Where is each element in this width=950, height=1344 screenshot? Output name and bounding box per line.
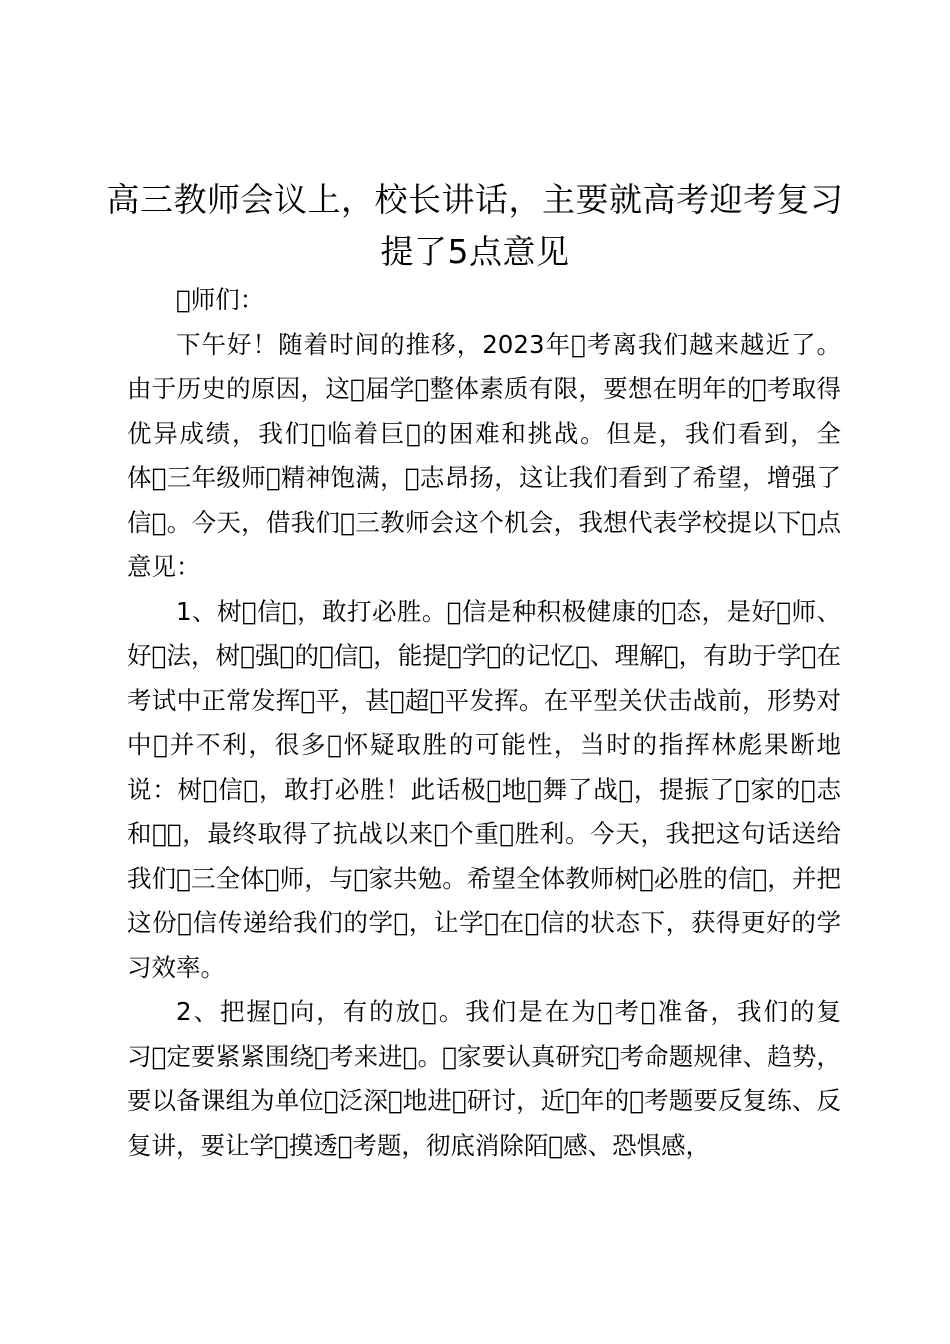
document-body [127, 278, 841, 1168]
salutation:  师们： [176, 285, 265, 314]
paragraph-point-2: 2、把握 向，有的放 。我们是在为 考 准备，我们的复习 定要紧紧围绕 考来进 。 家要认真研究 考命题规律、趋势，要以备课组为单位 泛深 地进 研讨，近 年的 考题要反复练、反复讲，要让学 摸透 考题，彻底消除陌 感、恐惧感， [127, 997, 841, 1160]
paragraph-point-1: 1、树 信 ，敢打必胜。 信是种积极健康的 态，是好 师、好 法，树 强 的 信 ，能提 学 的记忆 、理解 ，有助于学 在考试中正常发挥 平，甚 超 平发挥。在平型关伏击战前，形势对中 并不利，很多 怀疑取胜的可能性，当时的指挥林彪果断地说：树 信 ，敢打必胜！此话极 地 舞了战 ，提振了 家的 志和  ，最终取得了抗战以来 个重 胜利。今天，我把这句话送给我们 三全体 师，与 家共勉。希望全体教师树 必胜的信 ，并把这份 信传递给我们的学 ，让学 在 信的状态下，获得更好的学习效率。 [127, 596, 841, 982]
paragraph-intro: 下午好！随着时间的推移，2023年 考离我们越来越近了。由于历史的原因，这 届学 整体素质有限，要想在明年的 考取得优异成绩，我们 临着巨 的困难和挑战。但是，我们看到，全体 三年级师 精神饱满， 志昂扬，这让我们看到了希望，增强了信 。今天，借我们 三教师会这个机会，我想代表学校提以下 点意见： [127, 329, 841, 581]
document-title: 高三教师会议上，校长讲话，主要就高考迎考复习提了5点意见 [106, 180, 844, 271]
